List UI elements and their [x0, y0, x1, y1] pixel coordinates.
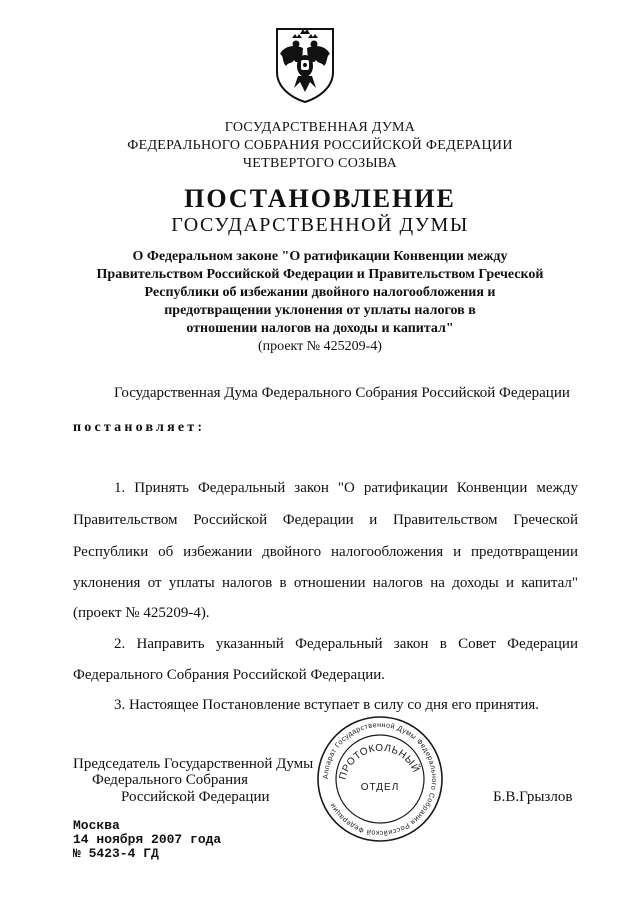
svg-text:Аппарат Государственной Думы Ф — [321, 720, 439, 838]
item1-line-2: Правительством Российской Федерации и Правительством Греческой — [73, 512, 578, 528]
intro-text: Государственная Дума Федерального Собрания Российской Федерации — [114, 385, 570, 401]
document-subtitle: ГОСУДАРСТВЕННОЙ ДУМЫ — [171, 214, 469, 236]
signature-position-line-2: Федерального Собрания — [92, 772, 249, 788]
footer-date: 14 ноября 2007 года — [73, 832, 222, 847]
footer-city: Москва — [73, 818, 120, 833]
stamp-inner-word: ПРОТОКОЛЬНЫЙ — [337, 742, 422, 781]
item2-line-2: Федерального Собрания Российской Федерации. — [73, 667, 386, 683]
law-title-line-4: предотвращении уклонения от уплаты налогов в — [164, 303, 476, 318]
law-title-line-5: отношении налогов на доходы и капитал" — [186, 321, 454, 336]
signature-position-line-3: Российской Федерации — [121, 789, 270, 805]
coat-of-arms-emblem — [274, 26, 336, 104]
item1-line-1: 1. Принять Федеральный закон "О ратификации Конвенции между — [114, 480, 578, 496]
law-title-line-2: Правительством Российской Федерации и Правительством Греческой — [96, 267, 544, 282]
law-title-line-1: О Федеральном законе "О ратификации Конвенции между — [132, 249, 508, 264]
item2-line-1: 2. Направить указанный Федеральный закон в Совет Федерации — [114, 636, 578, 652]
footer-number: № 5423-4 ГД — [73, 846, 159, 861]
project-number: (проект № 425209-4) — [258, 339, 382, 354]
header-line-1: ГОСУДАРСТВЕННАЯ ДУМА — [224, 120, 416, 135]
item1-line-5: (проект № 425209-4). — [73, 605, 210, 621]
stamp-center-word: ОТДЕЛ — [360, 782, 400, 793]
decrees-word: постановляет: — [73, 420, 206, 435]
signature-position-line-1: Председатель Государственной Думы — [73, 756, 314, 772]
document-title: ПОСТАНОВЛЕНИЕ — [184, 184, 456, 213]
signatory-name: Б.В.Грызлов — [493, 789, 573, 805]
header-line-2: ФЕДЕРАЛЬНОГО СОБРАНИЯ РОССИЙСКОЙ ФЕДЕРАЦИИ — [127, 138, 513, 153]
item1-line-4: уклонения от уплаты налогов в отношении налогов на доходы и капитал" — [73, 575, 578, 591]
item1-line-3: Республики об избежании двойного налогообложения и предотвращении — [73, 544, 578, 560]
header-line-3: ЧЕТВЕРТОГО СОЗЫВА — [242, 156, 398, 171]
svg-text:ПРОТОКОЛЬНЫЙ — [337, 743, 423, 781]
law-title-line-3: Республики об избежании двойного налогообложения и — [144, 285, 496, 300]
item3-text: 3. Настоящее Постановление вступает в силу со дня его принятия. — [114, 697, 540, 713]
protocol-department-stamp — [315, 714, 445, 844]
stamp-ring-text: Аппарат Государственной Думы Федерального Собрания Российской Федерации — [320, 719, 440, 839]
